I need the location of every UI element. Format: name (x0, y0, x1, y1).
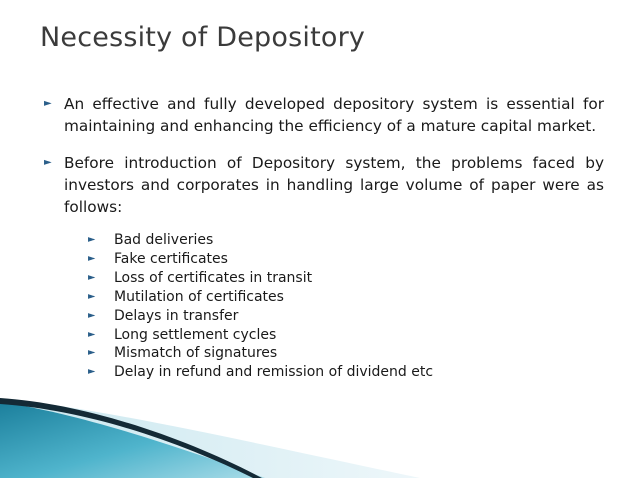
bullet-arrow-icon: ► (88, 234, 96, 245)
problem-text: Delays in transfer (114, 307, 239, 324)
problem-text: Loss of certificates in transit (114, 269, 313, 286)
bullet-arrow-icon: ► (88, 309, 96, 321)
problem-text: Long settlement cycles (114, 326, 277, 343)
main-bullet-text: An effective and fully developed depository system is essential for maintaining and enhancing the efficiency of a mature capital market. (64, 95, 604, 135)
problem-text: Bad deliveries (114, 232, 214, 248)
bullet-arrow-icon: ► (88, 290, 96, 302)
bullet-arrow-icon: ► (88, 252, 96, 264)
main-bullet-text: Before introduction of Depository system, the problems faced by investors and corporates in handling large volume of paper were as follows: (64, 154, 604, 216)
bullet-arrow-icon: ► (88, 328, 96, 340)
bullet-arrow-icon: ► (44, 157, 52, 168)
bullet-arrow-icon: ► (88, 271, 96, 283)
problem-text: Fake certificates (114, 250, 228, 267)
bullet-arrow-icon: ► (44, 98, 52, 109)
problem-text: Mismatch of signatures (114, 345, 278, 362)
slide-title: Necessity of Depository (40, 22, 366, 53)
problem-text: Mutilation of certificates (114, 288, 284, 305)
bullet-arrow-icon: ► (88, 347, 96, 359)
problem-text: Delay in refund and remission of dividend etc (114, 364, 434, 381)
bullet-arrow-icon: ► (88, 366, 96, 378)
